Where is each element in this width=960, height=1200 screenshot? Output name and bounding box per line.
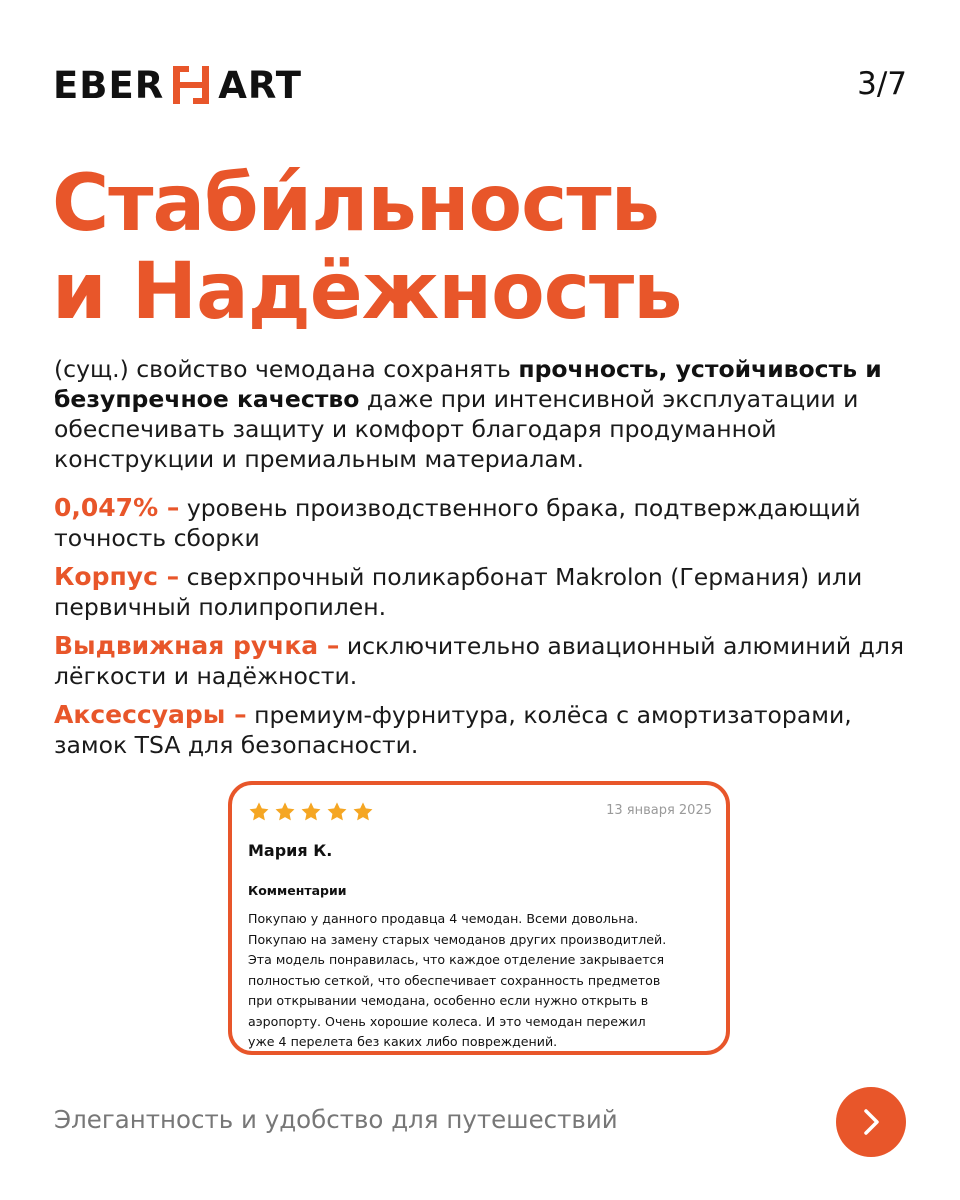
definition-suffix: даже при интенсивной эксплуатации и обеспечивать защиту и комфорт благодаря продуманной конструкции и премиальным материалам. bbox=[54, 385, 859, 473]
definition-bold: прочность, устойчивость и безупречное качество bbox=[54, 355, 882, 413]
page-counter: 3/7 bbox=[857, 66, 907, 102]
fact-key: 0,047% – bbox=[54, 493, 180, 522]
reviewer-name: Мария К. bbox=[248, 841, 333, 860]
fact-key: Аксессуары – bbox=[54, 700, 247, 729]
star-icon bbox=[248, 801, 270, 823]
review-line: при открывании чемодана, особенно если нужно открыть в bbox=[248, 993, 649, 1008]
brand-logo bbox=[53, 60, 302, 110]
star-icon bbox=[300, 801, 322, 823]
star-rating bbox=[248, 801, 378, 823]
fact-text: сверхпрочный поликарбонат Makrolon (Германия) или первичный полипропилен. bbox=[54, 563, 863, 621]
review-line: Покупаю у данного продавца 4 чемодан. Всеми довольна. bbox=[248, 911, 639, 926]
fact-item-handle bbox=[54, 631, 924, 691]
star-icon bbox=[274, 801, 296, 823]
review-line: Эта модель понравилась, что каждое отделение закрывается bbox=[248, 952, 665, 967]
review-line: уже 4 перелета без каких либо повреждений. bbox=[248, 1034, 558, 1049]
brand-h-mark-icon bbox=[167, 62, 215, 108]
fact-item-accessories bbox=[54, 700, 924, 760]
fact-item-defect-rate bbox=[54, 493, 924, 553]
review-date: 13 января 2025 bbox=[606, 803, 712, 818]
review-line: Покупаю на замену старых чемоданов других производитлей. bbox=[248, 931, 667, 947]
comments-label: Комментарии bbox=[248, 883, 347, 898]
star-icon bbox=[352, 801, 374, 823]
next-slide-button[interactable] bbox=[836, 1087, 906, 1157]
star-icon bbox=[326, 801, 348, 823]
review-line: аэропорту. Очень хорошие колеса. И это чемодан пережил bbox=[248, 1013, 646, 1029]
headline-line-2: и Надёжность bbox=[52, 247, 682, 337]
definition-paragraph bbox=[54, 354, 914, 474]
brand-name-left: EBER bbox=[53, 63, 165, 107]
fact-item-body bbox=[54, 562, 924, 622]
facts-list bbox=[54, 493, 924, 769]
headline-line-1: Стаби́льность bbox=[52, 159, 659, 249]
fact-text: исключительно авиационный алюминий для лёгкости и надёжности. bbox=[54, 632, 905, 690]
chevron-right-icon bbox=[854, 1105, 888, 1139]
definition-prefix: (сущ.) свойство чемодана сохранять bbox=[54, 355, 519, 383]
review-card bbox=[228, 781, 730, 1055]
review-line: полностью сеткой, что обеспечивает сохранность предметов bbox=[248, 972, 661, 988]
headline bbox=[52, 160, 932, 336]
review-text bbox=[248, 909, 718, 1053]
fact-key: Корпус – bbox=[54, 562, 180, 591]
brand-name-right: ART bbox=[218, 63, 302, 107]
fact-key: Выдвижная ручка – bbox=[54, 631, 340, 660]
fact-text: уровень производственного брака, подтверждающий точность сборки bbox=[54, 494, 861, 552]
fact-text: премиум-фурнитура, колёса с амортизаторами, замок TSA для безопасности. bbox=[54, 701, 852, 759]
footer-caption: Элегантность и удобство для путешествий bbox=[54, 1105, 618, 1134]
